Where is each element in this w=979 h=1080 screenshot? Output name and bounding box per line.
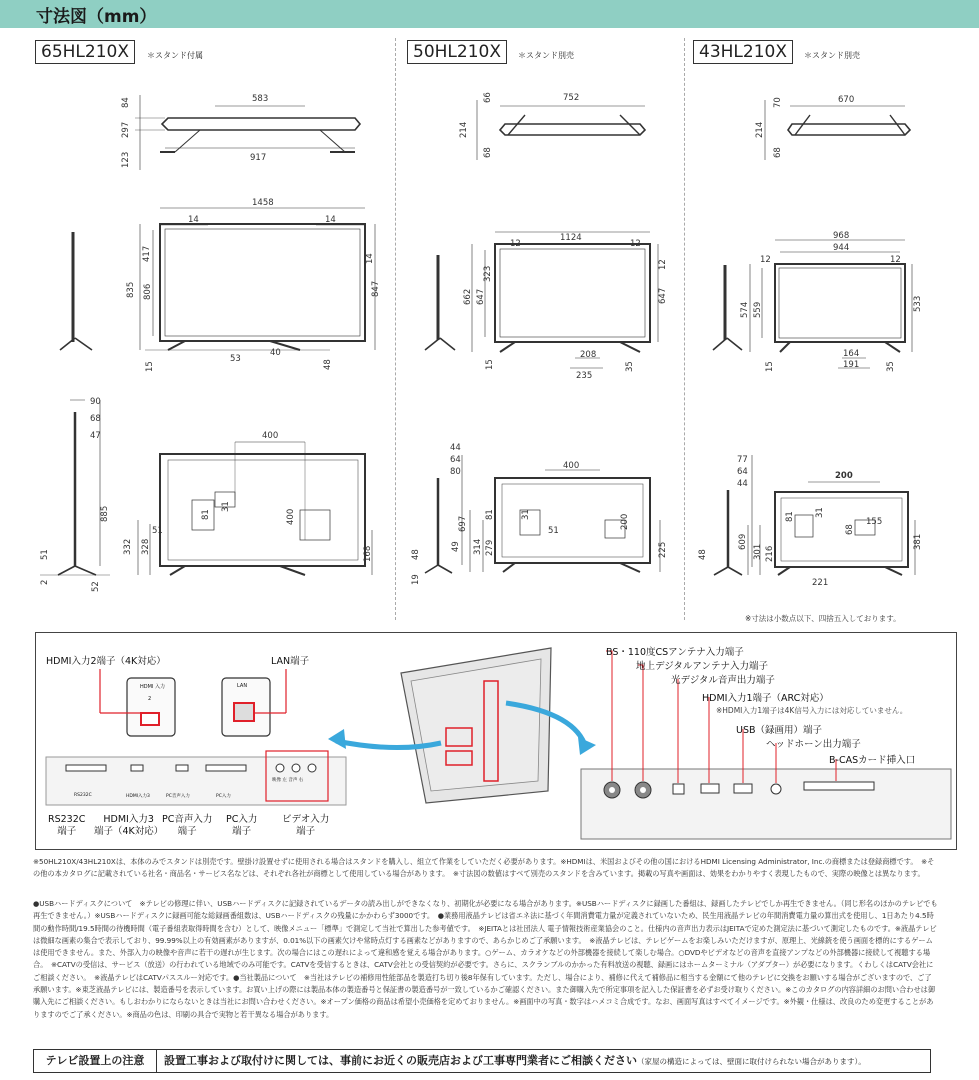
- caution-text: [164, 1050, 866, 1072]
- dim-label: 12: [630, 239, 641, 249]
- dim-label: 81: [201, 509, 211, 520]
- front-view-50: [425, 232, 658, 368]
- label-hdmi2: HDMI入力2端子（4K対応）: [46, 656, 166, 667]
- dim-label: 400: [286, 508, 296, 525]
- dim-label: 68: [845, 524, 855, 535]
- dim-label: 559: [753, 301, 763, 318]
- dim-label: 1458: [252, 198, 274, 208]
- top-view-43: [765, 100, 910, 160]
- dim-label: 301: [753, 543, 763, 560]
- label-hdmi1-note: ※HDMI入力1端子は4K信号入力には対応していません。: [716, 706, 908, 715]
- lan-tag: LAN: [237, 683, 248, 689]
- dim-label: 81: [785, 511, 795, 522]
- dim-label: 208: [580, 350, 597, 360]
- model-label-50: 50HL210X: [407, 40, 507, 64]
- dim-label: 12: [658, 259, 668, 270]
- caution-sub: （家屋の構造によっては、壁面に取付けられない場合があります）。: [637, 1057, 866, 1066]
- installation-caution: [33, 1049, 931, 1073]
- strip-label-video: 映像 左 音声 右: [272, 778, 304, 783]
- dim-label: 574: [740, 301, 750, 318]
- front-view-65: [60, 208, 375, 350]
- dim-label: 670: [838, 95, 855, 105]
- hdmi-tag: HDMI 入力: [140, 684, 165, 690]
- dim-label: 68: [773, 147, 783, 158]
- dim-label: 35: [886, 361, 896, 372]
- stand-note-43: ＊スタンド別売: [804, 51, 860, 60]
- dim-label: 81: [485, 509, 495, 520]
- hdmi-number: 2: [148, 696, 152, 702]
- dim-label: 40: [270, 348, 281, 358]
- dim-label: 323: [483, 265, 493, 282]
- dim-label: 35: [625, 361, 635, 372]
- dim-label: 53: [230, 354, 241, 364]
- dim-label: 12: [890, 255, 901, 265]
- dim-label: 216: [765, 545, 775, 562]
- strip-label-pcaudio: PC音声入力: [166, 794, 190, 799]
- dim-label: 314: [473, 538, 483, 555]
- dim-label: 662: [463, 288, 473, 305]
- dim-label: 400: [563, 461, 580, 471]
- dim-label: 400: [262, 431, 279, 441]
- dim-label: 835: [126, 281, 136, 298]
- strip-label-rs232c: RS232C: [74, 793, 92, 798]
- dim-label: 66: [483, 92, 493, 103]
- dim-label: 48: [323, 359, 333, 370]
- dim-label: 583: [252, 94, 269, 104]
- dim-label: 328: [141, 538, 151, 555]
- dim-label: 15: [145, 361, 155, 372]
- dim-label: 64: [450, 455, 461, 465]
- label-hdmi3: HDMI入力3 端子（4K対応）: [94, 814, 164, 837]
- dim-label: 917: [250, 153, 267, 163]
- dim-label: 123: [121, 151, 131, 168]
- label-hdmi1: HDMI入力1端子（ARC対応）: [702, 693, 829, 704]
- dim-label: 381: [913, 533, 923, 550]
- dim-label: 52: [91, 581, 101, 592]
- stand-note-65: ＊スタンド付属: [147, 51, 203, 60]
- dim-label: 14: [325, 215, 336, 225]
- label-video: ビデオ入力 端子: [282, 814, 330, 837]
- dim-label: 15: [485, 359, 495, 370]
- dim-label: 19: [411, 574, 421, 585]
- dim-label: 697: [458, 515, 468, 532]
- dim-label: 80: [450, 467, 461, 477]
- dim-label: 191: [843, 360, 860, 370]
- dim-label: 168: [363, 545, 373, 562]
- dim-label: 12: [510, 239, 521, 249]
- dim-label: 164: [843, 349, 860, 359]
- strip-label-hdmi3: HDMI入力3: [126, 794, 150, 799]
- dim-label: 225: [658, 541, 668, 558]
- dim-label: 70: [773, 97, 783, 108]
- terminal-panel: [35, 632, 957, 850]
- label-bcas: B-CASカード挿入口: [829, 755, 916, 766]
- label-terrestrial: 地上デジタルアンテナ入力端子: [636, 661, 769, 672]
- label-headphone: ヘッドホーン出力端子: [766, 739, 861, 750]
- dim-label: 235: [576, 371, 593, 381]
- notes-paragraph-1: ※50HL210X/43HL210Xは、本体のみでスタンドは別売です。壁掛け設置せずに使用される場合はスタンドを購入し、組立て作業をしていただく必要があります。※HDMIは、米国およびその他の国におけるHDMI Licensing Administrator, Inc.の商標または登録商標です。 ※その他の本カタログに記載されている社名・商品名・サービス名などは、それぞれ各社が商標として使用している場合があります。 ※寸法図の数値はすべて別売のスタンドを含みています。掲載の写真や画面は、効果をわかりやすく表現したもので、実際の映像とは異なります。: [33, 857, 935, 879]
- dim-label: 44: [737, 479, 748, 489]
- dim-label: 968: [833, 231, 850, 241]
- strip-label-pc: PC入力: [216, 794, 231, 799]
- label-pc-audio: PC音声入力 端子: [162, 814, 213, 837]
- dim-label: 77: [737, 455, 748, 465]
- dim-label: 609: [738, 533, 748, 550]
- dim-label: 49: [451, 541, 461, 552]
- model-label-65: 65HL210X: [35, 40, 135, 64]
- rounding-note: ※寸法は小数点以下、四捨五入しております。: [745, 614, 901, 623]
- top-view-50: [477, 100, 645, 160]
- dim-label: 48: [411, 549, 421, 560]
- dim-label: 944: [833, 243, 850, 253]
- dim-label: 84: [121, 97, 131, 108]
- dim-label: 47: [90, 431, 101, 441]
- stand-note-50: ＊スタンド別売: [518, 51, 574, 60]
- dim-label: 1124: [560, 233, 582, 243]
- dim-label: 221: [812, 578, 829, 588]
- section-title: 寸法図（mm）: [36, 7, 157, 27]
- dim-label: 214: [459, 121, 469, 138]
- label-usb: USB（録画用）端子: [736, 725, 823, 736]
- dim-label: 31: [521, 509, 531, 520]
- label-lan: LAN端子: [271, 656, 310, 667]
- back-view-65: [40, 400, 372, 575]
- dim-label: 200: [835, 471, 853, 481]
- dim-label: 68: [90, 414, 101, 424]
- dim-label: 214: [755, 121, 765, 138]
- dim-label: 647: [476, 288, 486, 305]
- dim-label: 51: [40, 549, 50, 560]
- dim-label: 90: [90, 397, 101, 407]
- dim-label: 12: [760, 255, 771, 265]
- dim-label: 752: [563, 93, 580, 103]
- dim-label: 14: [188, 215, 199, 225]
- dim-label: 31: [815, 507, 825, 518]
- label-pc: PC入力 端子: [226, 814, 258, 837]
- dim-label: 51: [548, 526, 559, 536]
- dim-label: 647: [658, 287, 668, 304]
- label-rs232c: RS232C 端子: [48, 814, 86, 837]
- dim-label: 48: [698, 549, 708, 560]
- dim-label: 200: [620, 513, 630, 530]
- dim-label: 14: [365, 253, 375, 264]
- dim-label: 417: [142, 245, 152, 262]
- dim-label: 31: [221, 501, 231, 512]
- dim-label: 64: [737, 467, 748, 477]
- top-view-65: [135, 95, 360, 170]
- dim-label: 297: [121, 121, 131, 138]
- dim-label: 885: [100, 505, 110, 522]
- caution-main: 設置工事および取付けに関しては、事前にお近くの販売店および工事専門業者にご相談ください: [164, 1054, 637, 1067]
- dim-label: 51: [152, 526, 163, 536]
- model-label-43: 43HL210X: [693, 40, 793, 64]
- dim-label: 155: [866, 517, 883, 527]
- label-bs-cs: BS・110度CSアンテナ入力端子: [606, 647, 744, 658]
- caution-label: テレビ設置上の注意: [34, 1050, 157, 1072]
- notes-paragraph-2: ●USBハードディスクについて ※テレビの修理に伴い、USBハードディスクに記録されているデータの読み出しができなくなり、初期化が必要になる場合があります。※USBハードディスクに録画した番組は、録画したテレビでしか再生できません。（同じ形名のほかのテレビでも再生できません。）※USBハードディスクに録画可能な総録画番組数は、USBハードディスクの残量にかかわらず3000です。 ●業務用液晶テレビは省エネ法に基づく年間消費電力量が定義されていないため、民生用液晶テレビの年間消費電力量の算出式を使用し、1日あたり4.5時間の動作時間/19.5時間の待機時間（電子番組表取得時間を含む）として、映像メニュー「標準」で測定して当社で算出した参考値です。 ※JEITAとは社団法人 電子情報技術産業協会のこと。仕様内の音声出力表示はJEITAで定めた測定法に基づいて測定したものです。※液晶テレビは微細な画素の集合で表示しており、99.99%以上の有効画素がありますが、0.01%以下の画素欠けや常時点灯する画素などがありますので、あらかじめご了承願います。 ※液晶テレビは、テレビゲームをお楽しみいただけますが、原理上、光線銃を使う画面を標的にするゲームは使用できません。また、外部入力の映像や音声に若干の遅れが生じます。次の場合にはこの遅れによって違和感を覚える場合があります。○ゲーム、カラオケなどの外部機器を接続して楽しむ場合。○DVDやビデオなどの音声を直接アンプなどの外部機器に接続して視聴する場合。 ※CATVの受信は、サービス（放送）の行われている地域でのみ可能です。CATVを受信するときは、CATV会社との受信契約が必要です。さらに、スクランブルのかかった有料放送の視聴、録画にはホームターミナル（アダプター）が必要になります。くわしくはCATV会社にご相談ください。 ※液晶テレビはCATVパススルー対応です。●当社製品について ※当社はテレビの補修用性能部品を製造打ち切り後8年保有しています。ただし、場合により、補修に代えて補修品に相当する金額にて他のテレビに交換をお願いする場合がございますので、ご了承願います。※東芝液晶テレビには、製造番号を表示しています。お買い上げの際には製品本体の製造番号と保証書の製造番号が一致しているかご確認ください。また御購入先で所定事項を記入した保証書を必ずお受け取りください。※このカタログの内容詳細のお問い合わせは御購入先にご相談ください。もしおわかりにならないときは当社にお問い合わせください。※オープン価格の商品は希望小売価格を定めておりません。※画面中の写真・数字はハメコミ合成です。なお、画面写真はすべてイメージです。※外観・仕様は、改良のため変更することがありますのでご了承ください。※商品の色は、印刷の具合で実物と若干異なる場合があります。: [33, 899, 938, 1019]
- label-optical: 光デジタル音声出力端子: [671, 675, 775, 686]
- dim-label: 2: [40, 579, 50, 585]
- dim-label: 332: [123, 538, 133, 555]
- dim-label: 68: [483, 147, 493, 158]
- dim-label: 806: [143, 283, 153, 300]
- dim-label: 279: [485, 539, 495, 556]
- dim-label: 15: [765, 361, 775, 372]
- dim-label: 847: [371, 280, 381, 297]
- dim-label: 44: [450, 443, 461, 453]
- dim-label: 533: [913, 295, 923, 312]
